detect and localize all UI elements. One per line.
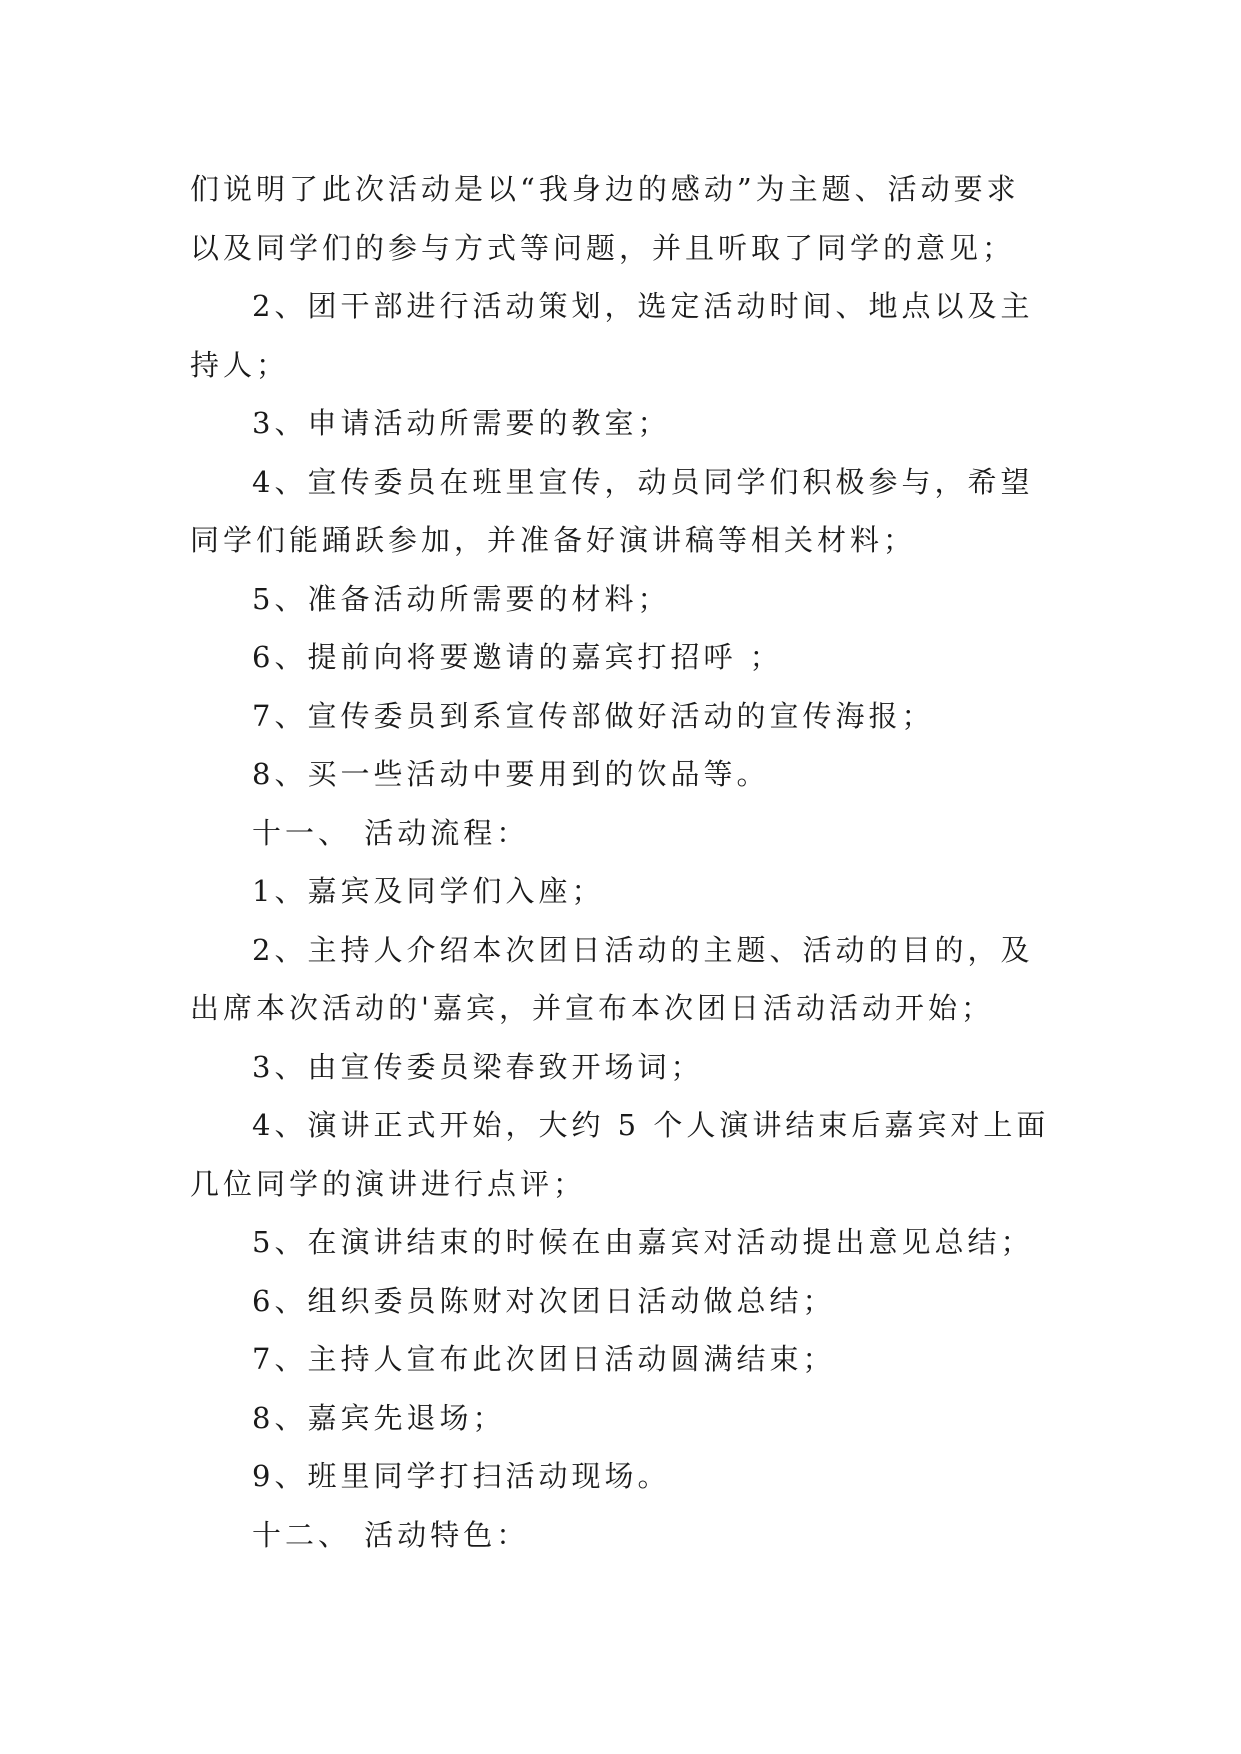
paragraph-line: 出席本次活动的'嘉宾，并宣布本次团日活动活动开始； xyxy=(190,991,994,1025)
paragraph-line: 3、申请活动所需要的教室； xyxy=(252,406,671,440)
document-body xyxy=(190,160,1050,1564)
paragraph-line: 以及同学们的参与方式等问题，并且听取了同学的意见； xyxy=(190,230,1016,265)
paragraph-line: 6、提前向将要邀请的嘉宾打招呼 ； xyxy=(252,640,783,674)
paragraph-line: 1、嘉宾及同学们入座； xyxy=(252,874,605,908)
paragraph-line: 7、宣传委员到系宣传部做好活动的宣传海报； xyxy=(252,698,935,733)
paragraph-line: 7、主持人宣布此次团日活动圆满结束； xyxy=(252,1342,836,1376)
paragraph-line: 十二、 活动特色： xyxy=(252,1517,530,1552)
paragraph-line: 2、主持人介绍本次团日活动的主题、活动的目的，及 xyxy=(252,932,1034,967)
paragraph-line: 十一、 活动流程： xyxy=(252,815,530,850)
paragraph-line: 们说明了此次活动是以“我身边的感动”为主题、活动要求 xyxy=(190,172,1020,206)
paragraph-line: 4、演讲正式开始，大约 5 个人演讲结束后嘉宾对上面 xyxy=(252,1108,1050,1142)
paragraph-line: 8、嘉宾先退场； xyxy=(252,1400,506,1435)
paragraph-line: 同学们能踊跃参加，并准备好演讲稿等相关材料； xyxy=(190,523,917,557)
paragraph-line: 2、团干部进行活动策划，选定活动时间、地点以及主 xyxy=(252,289,1034,323)
paragraph-line: 8、买一些活动中要用到的饮品等。 xyxy=(252,757,770,791)
paragraph-line: 持人； xyxy=(190,347,290,382)
paragraph-line: 9、班里同学打扫活动现场。 xyxy=(252,1459,671,1493)
paragraph-line: 5、在演讲结束的时候在由嘉宾对活动提出意见总结； xyxy=(252,1225,1034,1259)
paragraph-line: 3、由宣传委员梁春致开场词； xyxy=(252,1049,704,1084)
paragraph-line: 4、宣传委员在班里宣传，动员同学们积极参与，希望 xyxy=(252,464,1034,499)
paragraph-line: 几位同学的演讲进行点评； xyxy=(190,1166,587,1201)
paragraph-line: 6、组织委员陈财对次团日活动做总结； xyxy=(252,1283,836,1318)
paragraph-line: 5、准备活动所需要的材料； xyxy=(252,581,671,616)
